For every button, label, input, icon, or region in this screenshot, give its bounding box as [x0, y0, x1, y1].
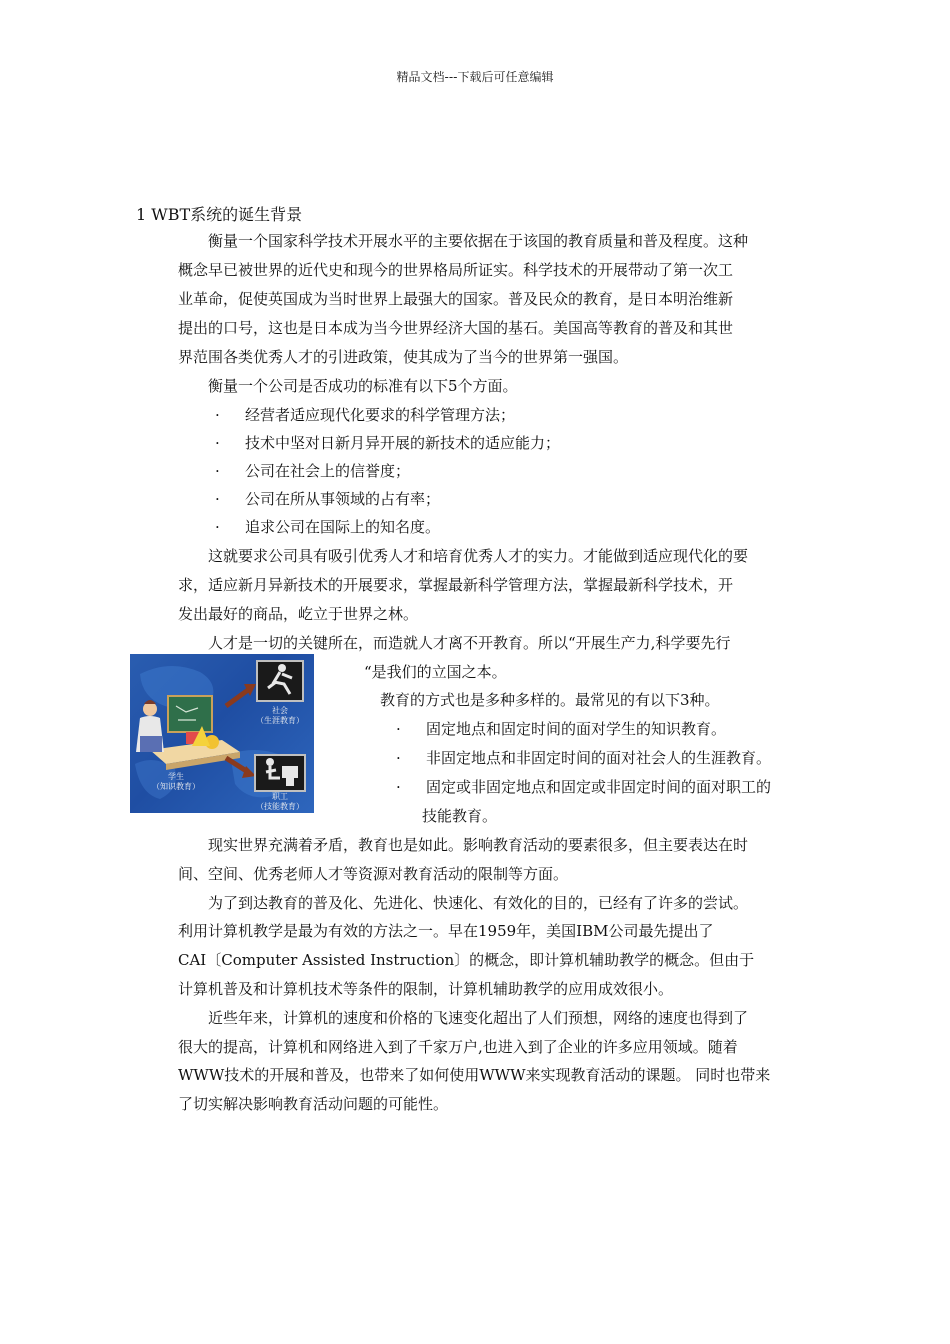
para1-line: 业革命，促使英国成为当时世界上最强大的国家。普及民众的教育，是日本明治维新: [178, 290, 734, 308]
para8-line: WWW技术的开展和普及，也带来了如何使用WWW来实现教育活动的课题。 同时也带来: [178, 1066, 771, 1084]
bullet-dot-icon: ·: [215, 518, 220, 536]
bullet-dot-icon: ·: [215, 490, 220, 508]
para6-line: 现实世界充满着矛盾，教育也是如此。影响教育活动的要素很多，但主要表达在时: [208, 836, 749, 854]
bullet-dot-icon: ·: [215, 434, 220, 452]
caption-society-sub: （生涯教育）: [256, 716, 304, 725]
page-header: 精品文档---下载后可任意编辑: [396, 70, 554, 84]
bullet-item: [215, 516, 440, 537]
bullet-item: [396, 747, 771, 768]
bullet-text: 技术中坚对日新月异开展的新技术的适应能力；: [245, 434, 561, 452]
para8-line: 了切实解决影响教育活动问题的可能性。: [178, 1095, 449, 1113]
bullet-continuation: 技能教育。: [422, 807, 498, 825]
caption-worker: [250, 792, 310, 812]
section-heading: 1 WBT系统的诞生背景: [136, 205, 303, 224]
caption-worker-title: 职工: [272, 792, 288, 801]
bullet-dot-icon: ·: [396, 749, 401, 767]
bullet-item: [215, 488, 440, 509]
bullet-text: 公司在所从事领域的占有率；: [245, 490, 441, 508]
caption-society-title: 社会: [272, 706, 288, 715]
caption-student-sub: （知识教育）: [152, 782, 200, 791]
para7-line: CAI〔Computer Assisted Instruction〕的概念，即计算机辅助教学的概念。但由于: [178, 951, 755, 969]
para7-line: 利用计算机教学是最为有效的方法之一。早在1959年，美国IBM公司最先提出了: [178, 922, 714, 940]
para8-line: 很大的提高，计算机和网络进入到了千家万户,也进入到了企业的许多应用领域。随着: [178, 1038, 738, 1056]
para1-line: 衡量一个国家科学技术开展水平的主要依据在于该国的教育质量和普及程度。这种: [208, 232, 749, 250]
para7-line: 为了到达教育的普及化、先进化、快速化、有效化的目的，已经有了许多的尝试。: [208, 894, 749, 912]
bullet-item: [396, 776, 771, 797]
caption-worker-sub: （技能教育）: [256, 802, 304, 811]
bullet-dot-icon: ·: [396, 720, 401, 738]
bullet-text: 非固定地点和非固定时间的面对社会人的生涯教育。: [426, 749, 772, 767]
bullet-item: [215, 460, 410, 481]
bullet-text: 经营者适应现代化要求的科学管理方法；: [245, 406, 516, 424]
bullet-text: 追求公司在国际上的知名度。: [245, 518, 441, 536]
para3-line: 求，适应新月异新技术的开展要求，掌握最新科学管理方法，掌握最新科学技术，开: [178, 576, 734, 594]
bullet-item: [215, 404, 515, 425]
para6-line: 间、空间、优秀老师人才等资源对教育活动的限制等方面。: [178, 865, 569, 883]
caption-society: [250, 706, 310, 726]
para1-line: 提出的口号，这也是日本成为当今世界经济大国的基石。美国高等教育的普及和其世: [178, 319, 734, 337]
bullet-item: [396, 718, 726, 739]
bullet-dot-icon: ·: [215, 462, 220, 480]
bullet-dot-icon: ·: [396, 778, 401, 796]
para8-line: 近些年来，计算机的速度和价格的飞速变化超出了人们预想，网络的速度也得到了: [208, 1009, 749, 1027]
para3-line: 发出最好的商品，屹立于世界之林。: [178, 605, 419, 623]
bullet-item: [215, 432, 560, 453]
bullet-text: 公司在社会上的信誉度；: [245, 462, 411, 480]
bullet-text: 固定或非固定地点和固定或非固定时间的面对职工的: [426, 778, 772, 796]
para7-line: 计算机普及和计算机技术等条件的限制，计算机辅助教学的应用成效很小。: [178, 980, 674, 998]
para2-line: 衡量一个公司是否成功的标准有以下5个方面。: [208, 377, 518, 395]
para4-line: “是我们的立国之本。: [364, 663, 507, 681]
bullet-dot-icon: ·: [215, 406, 220, 424]
education-illustration: [130, 654, 314, 813]
para1-line: 概念早已被世界的近代史和现今的世界格局所证实。科学技术的开展带动了第一次工: [178, 261, 734, 279]
para3-line: 这就要求公司具有吸引优秀人才和培育优秀人才的实力。才能做到适应现代化的要: [208, 547, 749, 565]
para4-line: 人才是一切的关键所在，而造就人才离不开教育。所以“开展生产力,科学要先行: [208, 634, 731, 652]
para5-line: 教育的方式也是多种多样的。最常见的有以下3种。: [380, 691, 720, 709]
caption-student: [136, 772, 216, 792]
bullet-text: 固定地点和固定时间的面对学生的知识教育。: [426, 720, 727, 738]
caption-student-title: 学生: [168, 772, 184, 781]
para1-line: 界范围各类优秀人才的引进政策，使其成为了当今的世界第一强国。: [178, 348, 629, 366]
